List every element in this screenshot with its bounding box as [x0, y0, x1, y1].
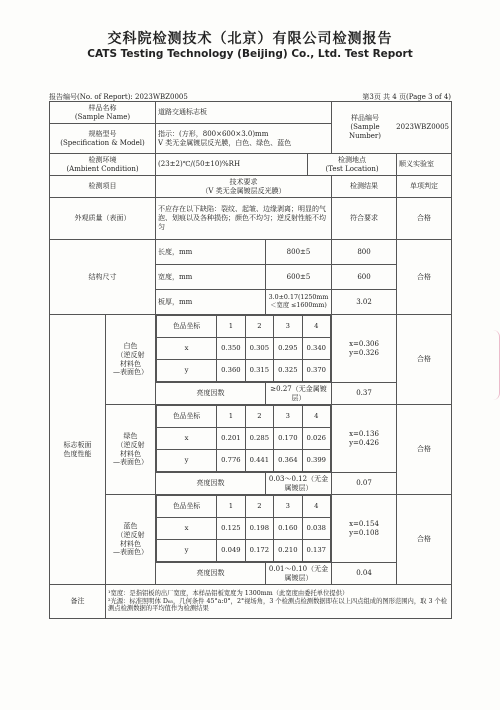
coord-col-header: 2	[245, 316, 273, 338]
colour-judge: 合格	[397, 315, 452, 405]
coord-value: 0.776	[217, 450, 245, 472]
dim-length-req: 800±5	[266, 240, 332, 265]
chromaticity-table	[156, 495, 331, 562]
spec-value: 指示：(方形，800×600×3.0)mm V 类无金属镀层反光膜，白色、绿色、蓝色	[156, 124, 332, 154]
location-label: 检测地点 (Test Location)	[308, 154, 397, 176]
coord-value: 0.441	[245, 450, 273, 472]
coord-value: 0.038	[302, 518, 330, 540]
coord-value: 0.172	[245, 540, 273, 562]
notes-label: 备注	[50, 585, 106, 619]
coord-col-header: 1	[217, 316, 245, 338]
dimensions-item: 结构尺寸	[50, 240, 156, 315]
spec-label: 规格型号 (Specification & Model)	[50, 124, 156, 154]
coord-value: 0.285	[245, 428, 273, 450]
coord-col-header: 1	[217, 406, 245, 428]
coord-value: 0.399	[302, 450, 330, 472]
report-title-cn: 交科院检测技术（北京）有限公司检测报告	[107, 31, 393, 47]
xy-result: x=0.154 y=0.108	[332, 495, 397, 563]
appearance-req: 不应存在以下缺陷：裂纹、起皱、边缘剥离；明显的气泡、划痕以及各种损伤；颜色不均匀；逆反射性能不均匀	[156, 198, 332, 240]
coord-axis-label: x	[157, 428, 217, 450]
luminance-label: 亮度因数	[156, 473, 266, 495]
seal-fragment	[493, 330, 500, 400]
dim-length-label: 长度，mm	[156, 240, 266, 265]
report-title-en: CATS Testing Technology (Beijing) Co., Ltd. Test Report	[87, 48, 413, 60]
colour-block-name: 蓝色 （逆反射 材料色 —表面色）	[106, 495, 156, 585]
coord-axis-label: y	[157, 360, 217, 382]
coord-axis-label: y	[157, 450, 217, 472]
col-header-item: 检测项目	[50, 176, 156, 198]
coord-col-header: 4	[302, 496, 330, 518]
coord-axis-label: x	[157, 338, 217, 360]
colour-block-name: 白色 （逆反射 材料色 —表面色）	[106, 315, 156, 405]
coord-value: 0.198	[245, 518, 273, 540]
colour-item: 标志板面 色度性能	[50, 315, 106, 585]
coord-label: 色品坐标	[157, 496, 217, 518]
luminance-result: 0.37	[332, 383, 397, 405]
coord-col-header: 2	[245, 496, 273, 518]
chromaticity-table	[156, 405, 331, 472]
coord-col-header: 3	[274, 496, 302, 518]
coord-value: 0.370	[302, 360, 330, 382]
coord-value: 0.160	[274, 518, 302, 540]
coord-col-header: 2	[245, 406, 273, 428]
report-number: 报告编号(No. of Report): 2023WBZ0005	[49, 93, 188, 101]
luminance-label: 亮度因数	[156, 563, 266, 585]
coord-value: 0.049	[217, 540, 245, 562]
xy-result: x=0.306 y=0.326	[332, 315, 397, 383]
coord-value: 0.026	[302, 428, 330, 450]
coord-value: 0.210	[274, 540, 302, 562]
dim-width-req: 600±5	[266, 265, 332, 290]
sample-number-label: 样品编号 (Sample Number)	[349, 114, 381, 140]
coord-value: 0.325	[274, 360, 302, 382]
appearance-judge: 合格	[397, 198, 452, 240]
xy-result: x=0.136 y=0.426	[332, 405, 397, 473]
env-label: 检测环境 (Ambient Condition)	[50, 154, 156, 176]
chromaticity-table	[156, 315, 331, 382]
colour-section	[50, 315, 452, 585]
coord-value: 0.364	[274, 450, 302, 472]
luminance-result: 0.04	[332, 563, 397, 585]
coord-col-header: 4	[302, 406, 330, 428]
col-header-req: 技术要求 （V 类无金属镀层反光膜）	[156, 176, 332, 198]
coord-col-header: 4	[302, 316, 330, 338]
col-header-result: 检测结果	[332, 176, 397, 198]
chromaticity-table-cell	[156, 495, 332, 563]
luminance-req: 0.03～0.12（无金属镀层）	[266, 473, 332, 495]
coord-col-header: 3	[274, 316, 302, 338]
page-number: 第3页 共 4 页(Page 3 of 4)	[362, 93, 451, 101]
coord-value: 0.350	[217, 338, 245, 360]
dim-length-result: 800	[332, 240, 397, 265]
coord-value: 0.201	[217, 428, 245, 450]
sample-number-cell	[332, 102, 452, 154]
chromaticity-table-cell	[156, 315, 332, 383]
coord-value: 0.305	[245, 338, 273, 360]
coord-value: 0.295	[274, 338, 302, 360]
coord-label: 色品坐标	[157, 406, 217, 428]
dim-width-label: 宽度，mm	[156, 265, 266, 290]
colour-block-name: 绿色 （逆反射 材料色 —表面色）	[106, 405, 156, 495]
dim-thickness-req: 3.0±0.17(1250mm＜宽度 ≤1600mm)	[266, 290, 332, 315]
coord-axis-label: x	[157, 518, 217, 540]
coord-value: 0.360	[217, 360, 245, 382]
col-header-judge: 单项判定	[397, 176, 452, 198]
dimensions-judge: 合格	[397, 240, 452, 315]
appearance-result: 符合要求	[332, 198, 397, 240]
coord-value: 0.340	[302, 338, 330, 360]
coord-value: 0.125	[217, 518, 245, 540]
dim-width-result: 600	[332, 265, 397, 290]
coord-col-header: 3	[274, 406, 302, 428]
coord-col-header: 1	[217, 496, 245, 518]
notes-text: ¹宽度：是指铝板的出厂宽度，本样品铝板宽度为 1300mm（此宽度由委托单位提供） ²光源：标准照明体 D₆₅，几何条件 45°a:0°，2°视场角，3 个检测点检测数据即在以上四点组成的图形范围内，取 3 个检测点检测数据的平均值作为检测结果	[106, 585, 452, 619]
colour-judge: 合格	[397, 495, 452, 585]
chromaticity-table-cell	[156, 405, 332, 473]
dim-thickness-label: 板厚，mm	[156, 290, 266, 315]
coord-value: 0.315	[245, 360, 273, 382]
report-table	[49, 101, 452, 619]
colour-judge: 合格	[397, 405, 452, 495]
coord-axis-label: y	[157, 540, 217, 562]
location-value: 顺义实验室	[397, 154, 452, 176]
dim-thickness-result: 3.02	[332, 290, 397, 315]
luminance-label: 亮度因数	[156, 383, 266, 405]
coord-value: 0.170	[274, 428, 302, 450]
luminance-result: 0.07	[332, 473, 397, 495]
appearance-item: 外观质量（表面）	[50, 198, 156, 240]
sample-name: 道路交通标志板	[156, 102, 332, 124]
luminance-req: ≥0.27（无金属镀层）	[266, 383, 332, 405]
sample-name-label: 样品名称 (Sample Name)	[50, 102, 156, 124]
sample-number: 2023WBZ0005	[396, 123, 450, 132]
coord-value: 0.137	[302, 540, 330, 562]
env-value: (23±2)℃/(50±10)%RH	[156, 154, 308, 176]
luminance-req: 0.01～0.10（无金属镀层）	[266, 563, 332, 585]
coord-label: 色品坐标	[157, 316, 217, 338]
